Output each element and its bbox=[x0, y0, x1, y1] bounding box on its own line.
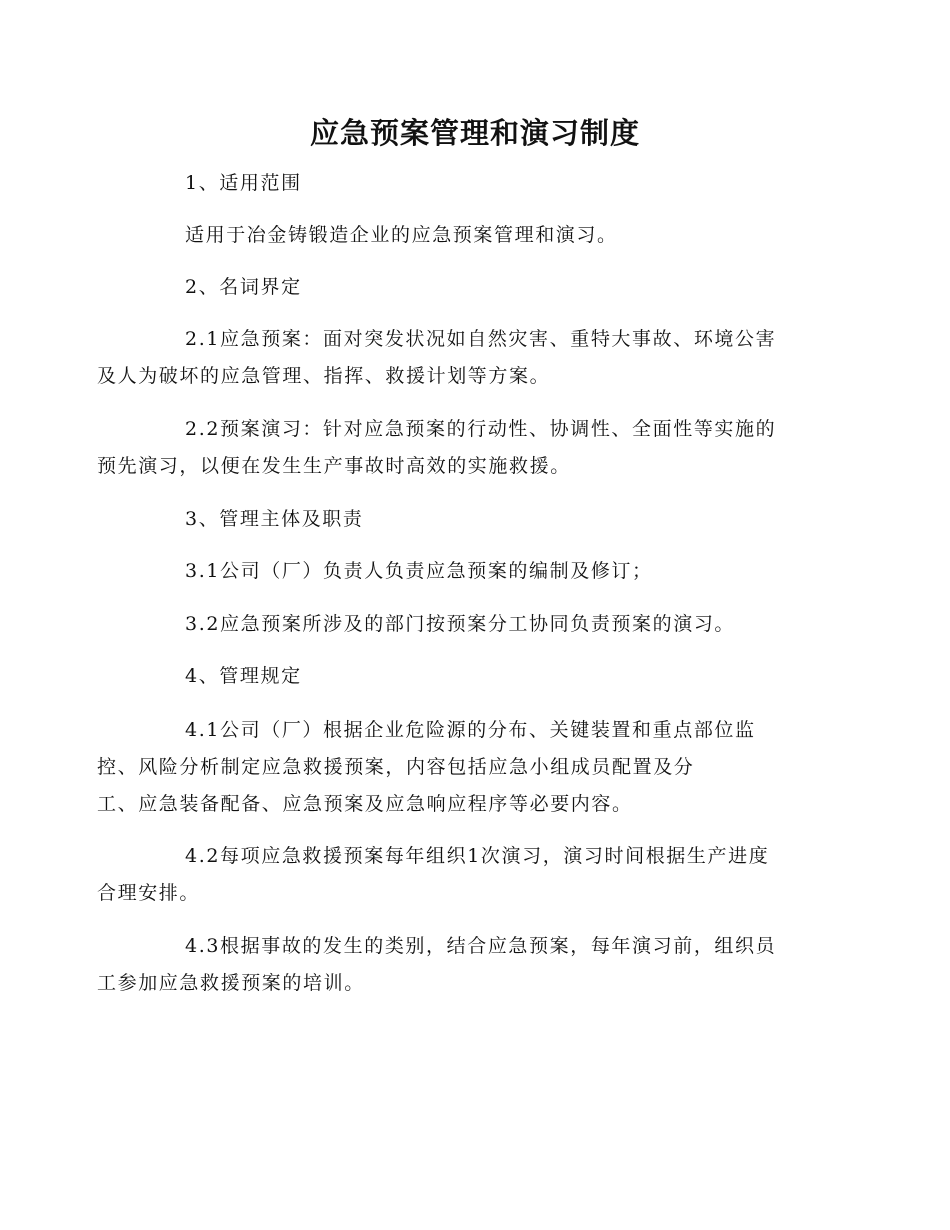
text-line: 2.2预案演习：针对应急预案的行动性、协调性、全面性等实施的 bbox=[185, 418, 777, 440]
paragraph-definition-2-2 bbox=[97, 411, 811, 485]
paragraph-scope-body bbox=[141, 217, 811, 254]
paragraph-regulation-4-3 bbox=[97, 928, 811, 1002]
text-line: 2、名词界定 bbox=[185, 276, 302, 298]
paragraph-definition-2-1 bbox=[97, 321, 811, 395]
text-line: 4、管理规定 bbox=[185, 665, 302, 687]
text-line: 合理安排。 bbox=[97, 882, 201, 904]
text-line: 3、管理主体及职责 bbox=[185, 508, 364, 530]
text-line: 工、应急装备配备、应急预案及应急响应程序等必要内容。 bbox=[97, 793, 633, 815]
text-line: 4.3根据事故的发生的类别，结合应急预案，每年演习前，组织员 bbox=[185, 935, 777, 957]
document-title: 应急预案管理和演习制度 bbox=[309, 116, 640, 150]
paragraph-responsibility-3-2 bbox=[141, 606, 811, 643]
heading-regulations bbox=[141, 658, 811, 695]
text-line: 4.2每项应急救援预案每年组织1次演习，演习时间根据生产进度 bbox=[185, 845, 770, 867]
text-line: 1、适用范围 bbox=[185, 172, 302, 194]
text-line: 3.2应急预案所涉及的部门按预案分工协同负责预案的演习。 bbox=[185, 613, 736, 635]
heading-definitions bbox=[141, 269, 811, 306]
text-line: 控、风险分析制定应急救援预案，内容包括应急小组成员配置及分 bbox=[97, 756, 695, 778]
heading-responsibilities bbox=[141, 501, 811, 538]
paragraph-responsibility-3-1 bbox=[141, 553, 811, 590]
heading-scope bbox=[141, 165, 811, 202]
text-line: 适用于冶金铸锻造企业的应急预案管理和演习。 bbox=[185, 224, 618, 246]
text-line: 4.1公司（厂）根据企业危险源的分布、关键装置和重点部位监 bbox=[185, 719, 756, 741]
paragraph-regulation-4-1 bbox=[97, 712, 811, 823]
paragraph-regulation-4-2 bbox=[97, 838, 811, 912]
text-line: 工参加应急救援预案的培训。 bbox=[97, 972, 365, 994]
text-line: 预先演习，以便在发生生产事故时高效的实施救援。 bbox=[97, 455, 571, 477]
text-line: 及人为破坏的应急管理、指挥、救援计划等方案。 bbox=[97, 365, 551, 387]
text-line: 3.1公司（厂）负责人负责应急预案的编制及修订； bbox=[185, 560, 653, 582]
text-line: 2.1应急预案：面对突发状况如自然灾害、重特大事故、环境公害 bbox=[185, 328, 777, 350]
